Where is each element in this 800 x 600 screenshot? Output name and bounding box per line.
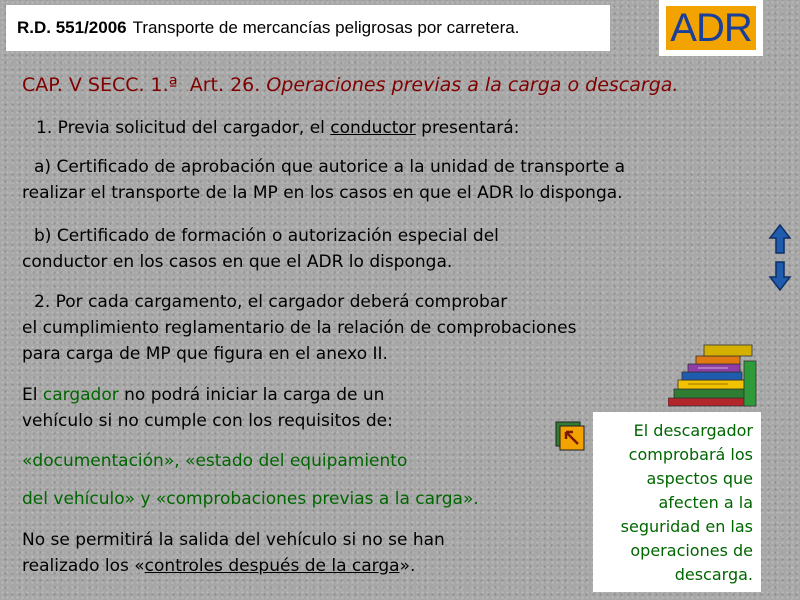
chapter-label: CAP. V SECC. 1.ª [22, 74, 178, 96]
header-title: Transporte de mercancías peligrosas por carretera. [132, 18, 520, 37]
paragraph-3 [22, 382, 393, 434]
text-span: ». [399, 556, 416, 576]
item-a [22, 154, 625, 206]
item-b-line-1: b) Certificado de formación o autorización especial del [34, 226, 499, 246]
header-box [6, 5, 610, 51]
note-line: descarga. [674, 565, 753, 584]
note-line: El descargador [633, 421, 753, 440]
text-span: 1. Previa solicitud del cargador, el [36, 118, 331, 138]
note-line: aspectos que [646, 469, 753, 488]
note-box [593, 412, 761, 592]
decree-number: R.D. 551/2006 [17, 18, 127, 37]
text-span: El [22, 385, 43, 405]
cargador-highlight: cargador [42, 385, 119, 405]
paragraph-3-line-2: vehículo si no cumple con los requisitos de: [22, 411, 393, 431]
books-icon [668, 341, 758, 407]
paragraph-2-line-2: el cumplimiento reglamentario de la relación de comprobaciones [22, 318, 577, 338]
paragraph-2 [22, 289, 577, 367]
item-a-line-1: a) Certificado de aprobación que autorice a la unidad de transporte a [34, 157, 626, 177]
paragraph-4-line-1: No se permitirá la salida del vehículo si no se han [22, 530, 445, 550]
item-b [22, 223, 499, 275]
link-icon[interactable] [555, 421, 585, 451]
text-span: no podrá iniciar la carga de un [118, 385, 385, 405]
arrow-down-icon[interactable] [765, 259, 795, 293]
text-span: presentará: [415, 118, 520, 138]
arrow-up-icon[interactable] [765, 222, 795, 256]
paragraph-4-line-2 [22, 553, 445, 579]
paragraph-1 [36, 115, 519, 141]
note-line: afecten a la [658, 493, 753, 512]
requirements-line-1: «documentación», «estado del equipamiento [22, 451, 408, 471]
note-line: seguridad en las [620, 517, 753, 536]
article-name: Operaciones previas a la carga o descarga. [266, 74, 679, 96]
article-label: Art. 26. [189, 74, 261, 96]
controles-underlined: controles después de la carga [144, 556, 400, 576]
text-span: realizado los « [22, 556, 145, 576]
page-title [22, 74, 678, 96]
paragraph-3-line-1 [22, 382, 393, 408]
item-b-line-2: conductor en los casos en que el ADR lo disponga. [22, 252, 453, 272]
paragraph-2-line-3: para carga de MP que figura en el anexo II. [22, 344, 388, 364]
paragraph-4 [22, 527, 445, 579]
item-a-line-2: realizar el transporte de la MP en los casos en que el ADR lo disponga. [22, 183, 623, 203]
adr-logo-text: ADR [666, 6, 756, 50]
paragraph-2-line-1: 2. Por cada cargamento, el cargador deberá comprobar [34, 292, 508, 312]
requirements-line-2: del vehículo» y «comprobaciones previas a la carga». [22, 489, 479, 509]
note-line: operaciones de [630, 541, 753, 560]
adr-logo [659, 0, 763, 56]
note-line: comprobará los [628, 445, 753, 464]
conductor-underlined: conductor [330, 118, 416, 138]
